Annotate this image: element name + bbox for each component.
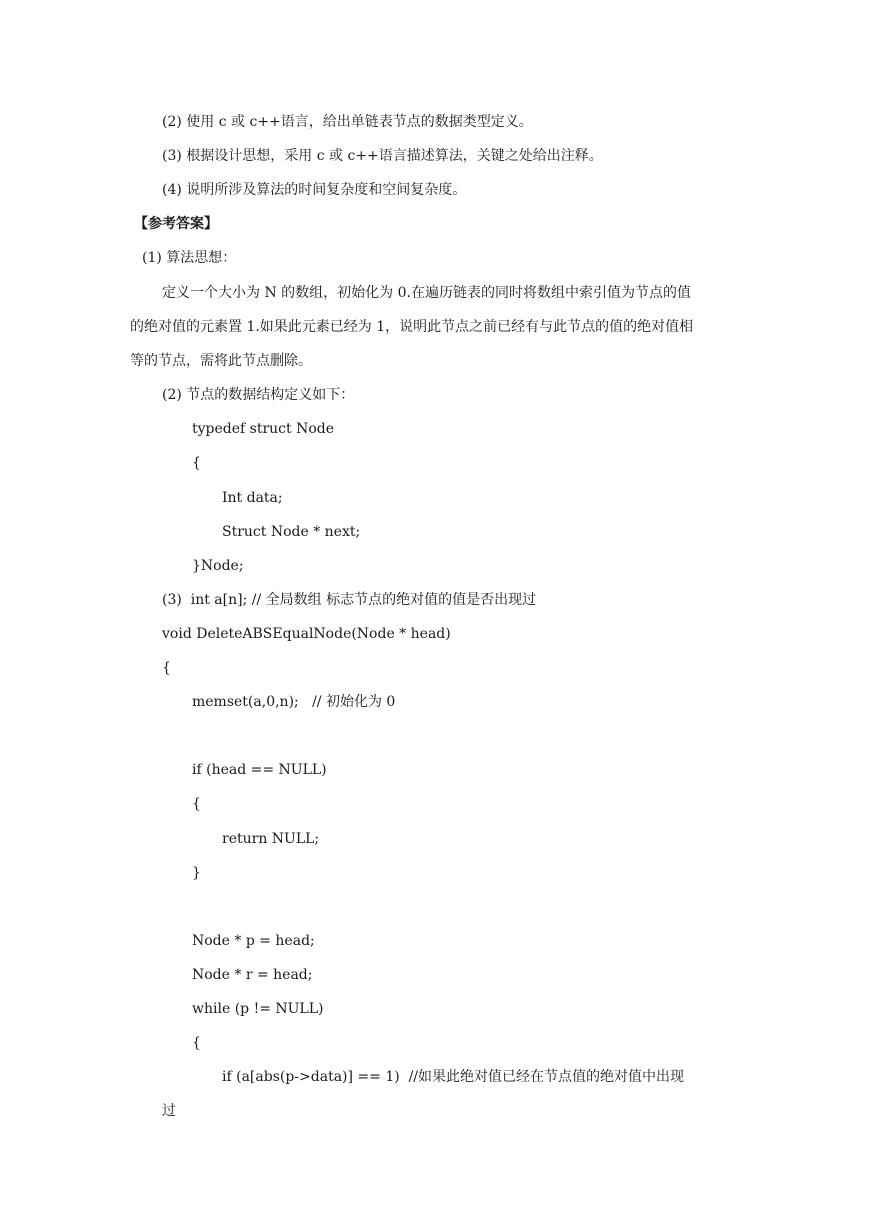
code-line: { bbox=[162, 660, 171, 676]
code-line: while (p != NULL) bbox=[192, 1001, 324, 1017]
code-line: memset(a,0,n); // 初始化为 0 bbox=[192, 694, 396, 710]
question-item-4: (4) 说明所涉及算法的时间复杂度和空间复杂度。 bbox=[162, 182, 467, 198]
part1-heading: (1) 算法思想： bbox=[142, 250, 237, 266]
code-line: Int data; bbox=[222, 490, 283, 506]
code-line: Struct Node * next; bbox=[222, 524, 361, 540]
code-line: void DeleteABSEqualNode(Node * head) bbox=[162, 626, 451, 642]
code-line: return NULL; bbox=[222, 831, 320, 847]
part3-heading: (3) int a[n]; // 全局数组 标志节点的绝对值的值是否出现过 bbox=[162, 592, 537, 608]
code-line: if (head == NULL) bbox=[192, 762, 327, 778]
code-line: typedef struct Node bbox=[192, 421, 335, 437]
answer-heading: 【参考答案】 bbox=[134, 216, 218, 232]
question-item-3: (3) 根据设计思想，采用 c 或 c++语言描述算法，关键之处给出注释。 bbox=[162, 148, 603, 164]
code-line: { bbox=[192, 455, 201, 471]
code-line: Node * r = head; bbox=[192, 967, 313, 983]
part2-heading: (2) 节点的数据结构定义如下： bbox=[162, 387, 355, 403]
code-line: } bbox=[192, 865, 201, 881]
code-line: }Node; bbox=[192, 558, 244, 574]
part1-paragraph-line: 定义一个大小为 N 的数组，初始化为 0.在遍历链表的同时将数组中索引值为节点的值 bbox=[162, 285, 691, 301]
part1-paragraph-line: 的绝对值的元素置 1.如果此元素已经为 1，说明此节点之前已经有与此节点的值的绝对值相 bbox=[130, 319, 694, 335]
code-line: 过 bbox=[162, 1103, 176, 1119]
code-line: { bbox=[192, 796, 201, 812]
code-line: if (a[abs(p->data)] == 1) //如果此绝对值已经在节点值的绝对值中出现 bbox=[222, 1069, 685, 1085]
code-line: { bbox=[192, 1035, 201, 1051]
code-line: Node * p = head; bbox=[192, 933, 315, 949]
question-item-2: (2) 使用 c 或 c++语言，给出单链表节点的数据类型定义。 bbox=[162, 114, 533, 130]
part1-paragraph-line: 等的节点，需将此节点删除。 bbox=[130, 353, 312, 369]
